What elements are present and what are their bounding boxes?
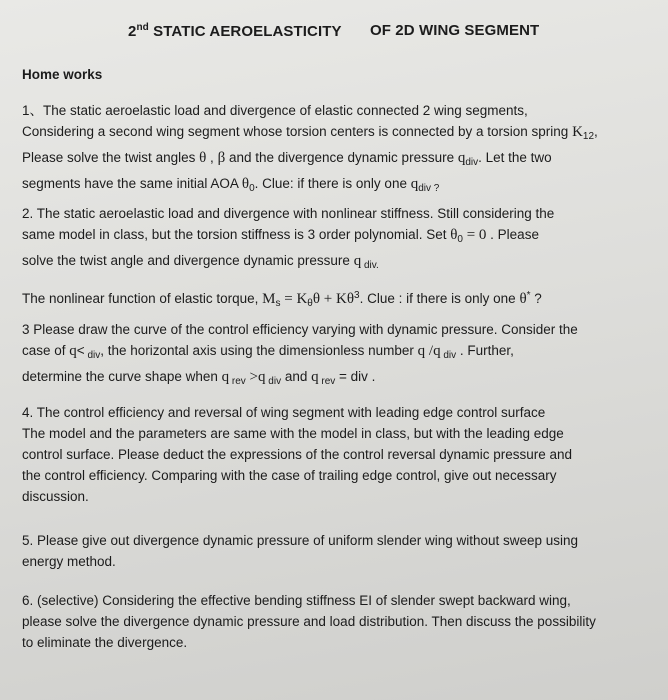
- q-symbol: q: [311, 369, 319, 385]
- title-number: 2: [128, 23, 137, 40]
- q4-line-1: 4. The control efficiency and reversal of wing segment with leading edge control surface: [22, 405, 546, 420]
- question-2-nonlinear: [22, 285, 652, 314]
- q-symbol: q: [221, 369, 230, 385]
- q-sub: rev: [229, 376, 246, 387]
- torque-sub: s: [275, 298, 281, 309]
- q-sub: div: [440, 350, 457, 361]
- q-sub: div.: [361, 260, 379, 271]
- q1-text: . Clue: if there is only one: [254, 176, 411, 191]
- title-part-2: OF 2D WING SEGMENT: [370, 22, 540, 39]
- q1-comma: ,: [594, 124, 598, 139]
- q-ratio: q /q: [417, 343, 441, 359]
- q4-line-2: The model and the parameters are same with the model in class, but with the leading edge: [22, 426, 564, 441]
- q3-text: and: [281, 369, 312, 384]
- section-heading: Home works: [22, 67, 103, 82]
- q1-text: . Let the two: [478, 150, 552, 165]
- q1-line-2: [22, 121, 652, 147]
- theta-star: *: [526, 290, 531, 301]
- q3-line-1: 3 Please draw the curve of the control efficiency varying with dynamic pressure. Consider the: [22, 322, 578, 337]
- q-sub: div ?: [418, 183, 440, 194]
- q2b-text: . Clue : if there is only one: [359, 291, 520, 306]
- q2-line-2: [22, 224, 652, 250]
- q1-text: Considering a second wing segment whose torsion centers is connected by a torsion spring: [22, 124, 573, 139]
- q5-line-2: energy method.: [22, 554, 116, 569]
- title-part-1: [128, 22, 342, 40]
- q-symbol: q: [353, 253, 362, 269]
- torque-eq-sub: θ: [307, 298, 313, 309]
- q4-line-5: discussion.: [22, 489, 89, 504]
- theta-symbol: θ: [450, 227, 458, 243]
- question-3: [22, 319, 652, 392]
- q1-text: Please solve the twist angles: [22, 150, 200, 165]
- torque-symbol: M: [262, 291, 276, 307]
- q-symbol: q: [410, 176, 419, 192]
- q1-spring-sub: 12: [582, 131, 595, 142]
- q3-text: , the horizontal axis using the dimensionless number: [100, 343, 418, 358]
- theta-sub: 0: [249, 183, 255, 194]
- beta-symbol: β: [217, 150, 226, 166]
- q-sub: rev: [318, 376, 336, 387]
- theta-sub: 0: [457, 234, 463, 245]
- q3-text: = div .: [335, 369, 376, 384]
- q2-equation: = 0: [462, 227, 487, 243]
- q-symbol: q: [69, 343, 77, 359]
- question-1: [22, 100, 652, 199]
- q6-line-3: to eliminate the divergence.: [22, 635, 188, 650]
- q4-line-4: the control efficiency. Comparing with the case of trailing edge control, give out necessary: [22, 468, 557, 483]
- q2-text: . Please: [486, 227, 539, 242]
- q1-spring-symbol: K: [572, 124, 583, 140]
- torque-equation: = K: [280, 291, 308, 307]
- q3-text: case of: [22, 343, 70, 358]
- theta-symbol: θ: [241, 176, 250, 192]
- q-sub: div: [465, 157, 479, 168]
- q4-line-3: control surface. Please deduct the expressions of the control reversal dynamic pressure and: [22, 447, 573, 462]
- q2b-line: [22, 285, 652, 314]
- question-4: [22, 402, 652, 507]
- q3-text: . Further,: [456, 343, 514, 358]
- q2-text: solve the twist angle and divergence dynamic pressure: [22, 253, 354, 268]
- q2-line-1: 2. The static aeroelastic load and divergence with nonlinear stiffness. Still considering the: [22, 206, 555, 221]
- title-text: STATIC AEROELASTICITY: [148, 23, 342, 40]
- q3-line-2: [22, 340, 652, 366]
- q-sub: div: [84, 350, 101, 361]
- theta-symbol: θ: [519, 291, 527, 307]
- q1-text: and the divergence dynamic pressure: [225, 150, 458, 165]
- q1-text: ,: [206, 150, 218, 165]
- q1-line-3: [22, 147, 652, 173]
- question-5: [22, 530, 652, 572]
- q2-line-3: [22, 250, 652, 276]
- question-6: [22, 590, 652, 653]
- q2-text: same model in class, but the torsion stiffness is 3 order polynomial. Set: [22, 227, 451, 242]
- q-compare: >q: [245, 369, 266, 385]
- torque-equation-rest: θ + Kθ: [312, 291, 355, 307]
- q2b-text: ?: [530, 291, 542, 306]
- q-symbol: q: [457, 150, 466, 166]
- theta-symbol: θ: [199, 150, 207, 166]
- torque-eq-sup: 3: [354, 290, 360, 301]
- title-ordinal: nd: [136, 22, 149, 33]
- q1-line-4: [22, 173, 652, 199]
- q-sub: div: [265, 376, 282, 387]
- q1-line-1: 1、The static aeroelastic load and divergence of elastic connected 2 wing segments,: [22, 103, 528, 118]
- q5-line-1: 5. Please give out divergence dynamic pressure of uniform slender wing without sweep using: [22, 533, 579, 548]
- q3-text: determine the curve shape when: [22, 369, 222, 384]
- q6-line-2: please solve the divergence dynamic pressure and load distribution. Then discuss the possibility: [22, 614, 596, 629]
- q3-line-3: [22, 366, 652, 392]
- q1-text: segments have the same initial AOA: [22, 176, 242, 191]
- q6-line-1: 6. (selective) Considering the effective bending stiffness EI of slender swept backward wing,: [22, 593, 571, 608]
- q2b-text: The nonlinear function of elastic torque,: [22, 291, 263, 306]
- question-2: [22, 203, 652, 276]
- less-than: <: [76, 343, 85, 358]
